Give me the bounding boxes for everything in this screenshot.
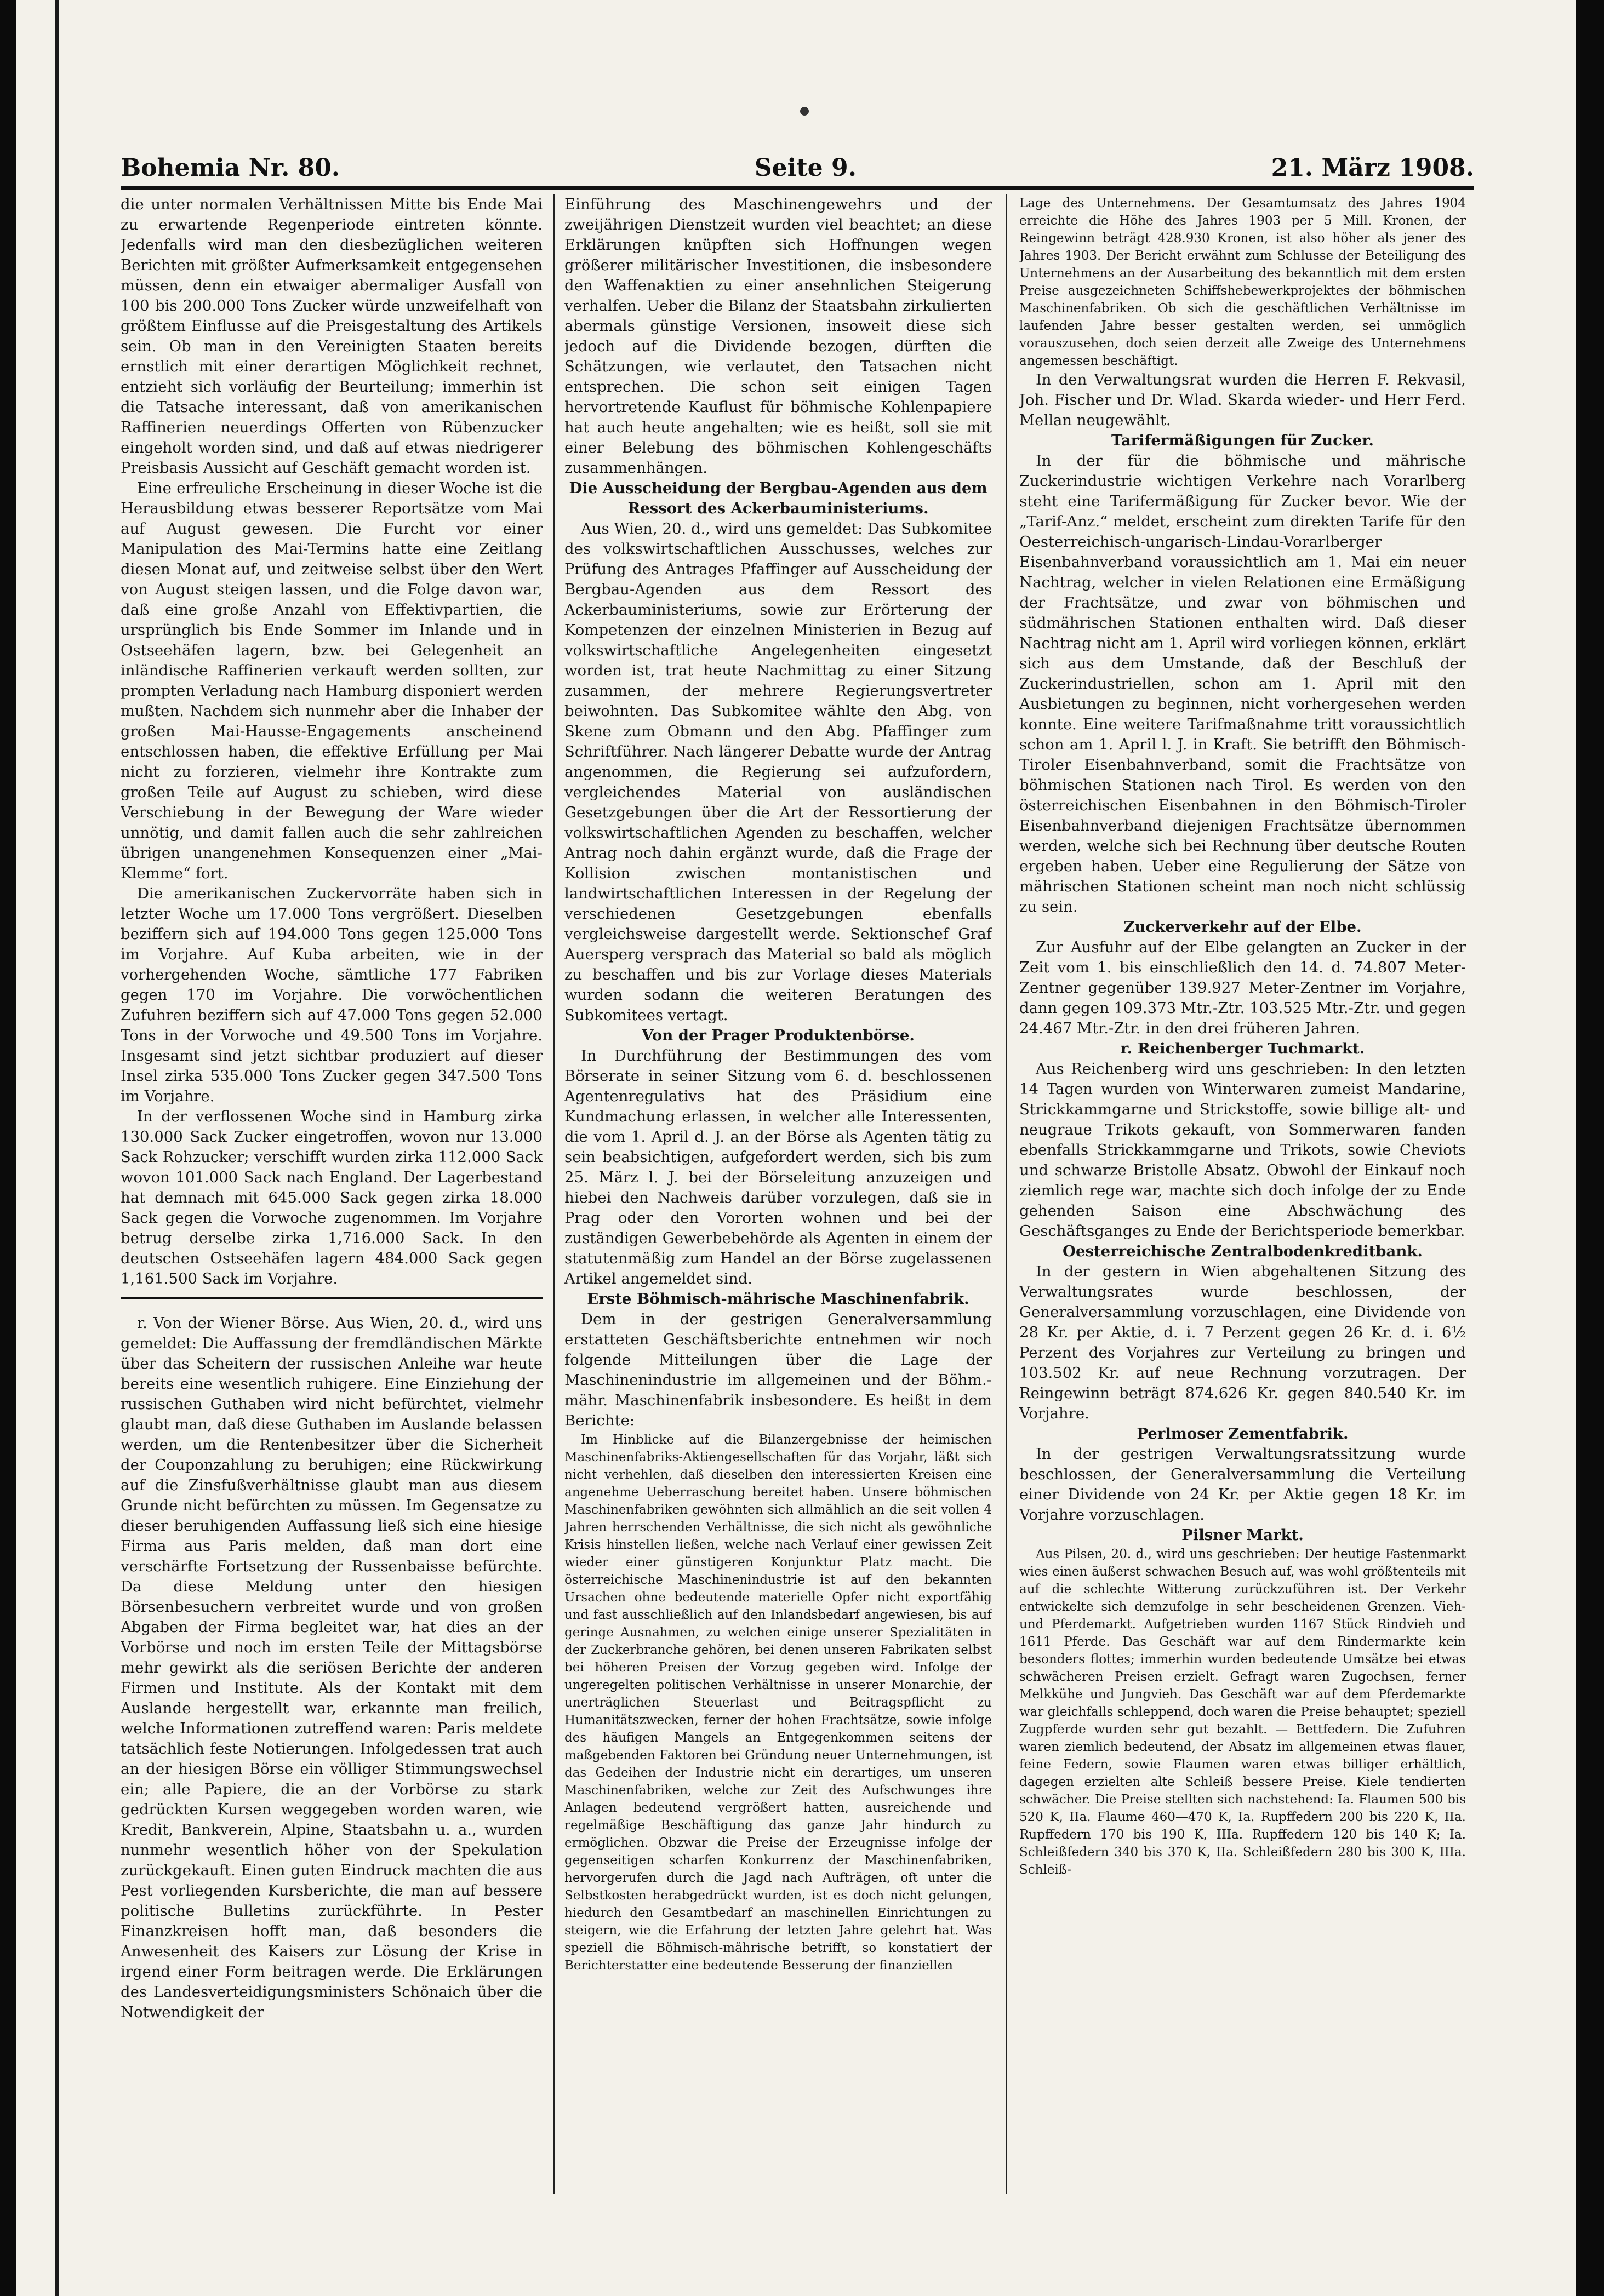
article-text: r. Von der Wiener Börse. Aus Wien, 20. d., wird uns gemeldet: Die Auffassung der fremdländischen Märkte über das Scheitern der russischen Anleihe war heute bereits eine wesentlich ruhigere. Eine Einziehung der russischen Guthaben wird nicht befürchtet, vielmehr glaubt man, daß diese Guthaben im Auslande belassen werden, um die Rentenbesitzer über die Sicherheit der Couponzahlung zu beruhigen; eine Rückwirkung auf die Zinsfußverhältnisse glaubt man aus diesem Grunde nicht befürchten zu müssen. Im Gegensatze zu dieser beruhigenden Auffassung ließ sich eine hiesige Firma aus Paris melden, daß man dort eine verschärfte Fortsetzung der Russenbaisse befürchte. Da diese Meldung unter den hiesigen Börsenbesuchern verbreitet wurde und von großen Abgaben der Firma begleitet war, hat dies an der Vorbörse und noch im ersten Teile der Mittagsbörse mehr gewirkt als die seriösen Berichte der anderen Firmen und Institute. Als der Kontakt mit dem Auslande hergestellt war, erkannte man freilich, welche Informationen zutreffend waren: Paris meldete tatsächlich feste Notierungen. Infolgedessen trat auch an der hiesigen Börse ein völliger Stimmungswechsel ein; alle Papiere, die an der Vorbörse zu stark gedrückten Kursen weggegeben worden waren, wie Kredit, Bankverein, Alpine, Staatsbahn u. a., wurden nunmehr wesentlich höher von der Spekulation zurückgekauft. Einen guten Eindruck machten die aus Pest vorliegenden Kursberichte, die man auf bessere politische Bulletins zurückführte. In Pester Finanzkreisen hofft man, daß besonders die Anwesenheit des Kaisers zur Lösung der Krise in irgend einer Form beitragen werde. Die Erklärungen des Landesverteidigungsministers Schönaich über die Notwendigkeit der xyxy=(121,1314,543,2021)
article-text: In der gestern in Wien abgehaltenen Sitzung des Verwaltungsrates wurde beschlossen, der Generalversammlung vorzuschlagen, eine Dividende von 28 Kr. per Aktie, d. i. 7 Perzent gegen 26 Kr. d. i. 6½ Perzent des Vorjahres zur Verteilung zu bringen und 103.502 Kr. auf neue Rechnung vorzutragen. Der Reingewinn beträgt 874.626 Kr. gegen 840.540 Kr. im Vorjahre. xyxy=(1019,1263,1466,1422)
header-masthead: Bohemia Nr. 80. xyxy=(121,154,340,182)
article-quote: Im Hinblicke auf die Bilanzergebnisse der heimischen Maschinenfabriks-Aktiengesellschaften für das Vorjahr, läßt sich nicht verhehlen, daß dieselben den interessierten Kreisen eine angenehme Ueberraschung bereitet haben. Unsere böhmischen Maschinenfabriken gewöhnten sich allmählich an die seit vollen 4 Jahren herrschenden Verhältnisse, die sich nicht als gewöhnliche Krisis hinstellen ließen, welche nach Verlauf einer gewissen Zeit wieder einer günstigeren Konjunktur Platz macht. Die österreichische Maschinenindustrie ist auf den bekannten Ursachen ohne bedeutende materielle Opfer nicht exportfähig und fast ausschließlich auf den Inlandsbedarf angewiesen, bis auf geringe Ausnahmen, zu welchen einige unserer Spezialitäten in der Zuckerbranche gehören, bei denen unseren Fabrikaten selbst bei höheren Preisen der Vorzug gegeben wird. Infolge der ungeregelten politischen Verhältnisse in unserer Monarchie, der unerträglichen Steuerlast und Beitragspflicht zu Humanitätszwecken, ferner der hohen Frachtsätze, sowie infolge des häufigen Mangels an Entgegenkommen seitens der maßgebenden Faktoren bei Gründung neuer Unternehmungen, ist das Gedeihen der Industrie nicht ein derartiges, um unseren Maschinenfabriken, welche zur Zeit des Aufschwunges ihre Anlagen bedeutend vergrößert hatten, ausreichende und regelmäßige Beschäftigung das ganze Jahr hindurch zu ermöglichen. Obzwar die Preise der Erzeugnisse infolge der gegenseitigen scharfen Konkurrenz der Maschinenfabriken, hervorgerufen durch die Jagd nach Aufträgen, oft unter die Selbstkosten herabgedrückt wurden, ist es doch nicht gelungen, hiedurch den Gesamtbedarf an maschinellen Einrichtungen zu steigern, wie die Erfahrung der letzten Jahre gelehrt hat. Was speziell die Böhmisch-mährische betrifft, so konstatiert der Berichterstatter eine bedeutende Besserung der finanziellen xyxy=(564,1433,992,1973)
article-heading: Erste Böhmisch-mährische Maschinenfabrik. xyxy=(587,1290,969,1308)
article-heading: Pilsner Markt. xyxy=(1181,1526,1304,1544)
article-text: Aus Wien, 20. d., wird uns gemeldet: Das Subkomitee des volkswirtschaftlichen Ausschusses, welches zur Prüfung des Antrages Pfaffinger auf Ausscheidung der Bergbau-Agenden aus dem Ressort des Ackerbauministeriums, sowie zur Erörterung der Kompetenzen der einzelnen Ministerien in Bezug auf volkswirtschaftliche Angelegenheiten eingesetzt worden ist, trat heute Nachmittag zu einer Sitzung zusammen, der mehrere Regierungsvertreter beiwohnten. Das Subkomitee wählte den Abg. von Skene zum Obmann und den Abg. Pfaffinger zum Schriftführer. Nach längerer Debatte wurde der Antrag angenommen, die Regierung sei aufzufordern, vergleichendes Material von ausländischen Gesetzgebungen über die Art der Ressortierung der volkswirtschaftlichen Agenden zu beschaffen, welcher Antrag noch dahin ergänzt wurde, daß die Frage der Kollision zwischen montanistischen und landwirtschaftlichen Interessen in der Regelung der verschiedenen Gesetzgebungen ebenfalls vergleichsweise dargestellt werde. Sektionschef Graf Auersperg versprach das Material so bald als möglich zu beschaffen und bis zur Vorlage dieses Materials wurden sodann die weiteren Beratungen des Subkomitees vertagt. xyxy=(564,520,992,1024)
punch-hole xyxy=(800,107,809,116)
article-text: In der verflossenen Woche sind in Hamburg zirka 130.000 Sack Zucker eingetroffen, wovon nur 13.000 Sack Rohzucker; verschifft wurden zirka 112.000 Sack wovon 101.000 Sack nach England. Der Lagerbestand hat demnach mit 645.000 Sack gegen zirka 18.000 Sack gegen die Vorwoche zugenommen. Im Vorjahre betrug derselbe zirka 1,716.000 Sack. In den deutschen Ostseehäfen lagern 484.000 Sack gegen 1,161.500 Sack im Vorjahre. xyxy=(121,1108,543,1287)
article-text: Die amerikanischen Zuckervorräte haben sich in letzter Woche um 17.000 Tons vergrößert. Dieselben beziffern sich auf 194.000 Tons gegen 125.000 Tons im Vorjahre. Auf Kuba arbeiten, wie in der vorhergehenden Woche, sämtliche 177 Fabriken gegen 170 im Vorjahre. Die vorwöchentlichen Zufuhren beziffern sich auf 47.000 Tons gegen 52.000 Tons in der Vorwoche und 49.500 Tons im Vorjahre. Insgesamt sind jetzt sichtbar produziert auf dieser Insel zirka 535.000 Tons Zucker gegen 347.500 Tons im Vorjahre. xyxy=(121,885,543,1105)
article-heading: r. Reichenberger Tuchmarkt. xyxy=(1120,1040,1365,1057)
article-heading: Die Ausscheidung der Bergbau-Agenden aus dem Ressort des Ackerbauministeriums. xyxy=(569,479,987,517)
header-page-number: Seite 9. xyxy=(754,154,857,182)
article-heading: Von der Prager Produktenbörse. xyxy=(642,1027,915,1044)
article-heading: Tarifermäßigungen für Zucker. xyxy=(1111,432,1374,449)
binding-edge xyxy=(55,0,59,2296)
article-text: Eine erfreuliche Erscheinung in dieser Woche ist die Herausbildung etwas besserer Reportsätze vom Mai auf August gewesen. Die Furcht vor einer Manipulation des Mai-Termins hatte eine Zeitlang diesen Monat auf, und zeitweise selbst über den Wert von August steigen lassen, und die Folge davon war, daß eine große Anzahl von Effektivpartien, die ursprünglich bis Ende Sommer im Inlande und in Ostseehäfen lagern, bzw. bei Gelegenheit an inländische Raffinerien verkauft werden sollten, zur prompten Verladung nach Hamburg disponiert werden mußten. Nachdem sich nunmehr aber die Inhaber der großen Mai-Hausse-Engagements anscheinend entschlossen haben, die effektive Erfüllung per Mai nicht zu forzieren, vielmehr ihre Kontrakte zum großen Teile auf August zu schieben, wird diese Verschiebung in der Bewegung der Ware wieder unnötig, und damit fallen auch die sehr zahlreichen übrigen unangenehmen Konsequenzen einer „Mai-Klemme“ fort. xyxy=(121,479,543,882)
article-text: In Durchführung der Bestimmungen des vom Börserate in seiner Sitzung vom 6. d. beschlossenen Agentenregulativs hat des Präsidium eine Kundmachung erlassen, in welcher alle Interessenten, die vom 1. April d. J. an der Börse als Agenten tätig zu sein beabsichtigen, aufgefordert werden, sich bis zum 25. März l. J. bei der Börseleitung anzuzeigen und hiebei den Nachweis darüber vorzulegen, daß sie in Prag oder den Vororten wohnen und bei der zuständigen Gewerbebehörde als Agenten in einem der statutenmäßig zum Handel an der Börse zugelassenen Artikel angemeldet sind. xyxy=(564,1047,992,1287)
article-heading: Perlmoser Zementfabrik. xyxy=(1137,1425,1349,1442)
article-text: Dem in der gestrigen Generalversammlung erstatteten Geschäftsberichte entnehmen wir noch folgende Mitteilungen über die Lage der Maschinenindustrie im allgemeinen und der Böhm.-mähr. Maschinenfabrik insbesondere. Es heißt in dem Berichte: xyxy=(564,1310,992,1429)
article-text: Einführung des Maschinengewehrs und der zweijährigen Dienstzeit wurden viel beachtet; an diese Erklärungen knüpften sich Hoffnungen wegen größerer militärischer Investitionen, die insbesondere den Waffenaktien zu einer ansehnlichen Steigerung verhalfen. Ueber die Bilanz der Staatsbahn zirkulierten abermals günstige Versionen, insoweit diese sich jedoch auf die Dividende bezogen, dürften die Schätzungen, wie verlautet, den Tatsachen nicht entsprechen. Die schon seit einigen Tagen hervortretende Kauflust für böhmische Kohlenpapiere hat auch heute angehalten; wie es heißt, soll sie mit einer Belebung des böhmischen Kohlengeschäfts zusammenhängen. xyxy=(564,196,992,477)
newspaper-page xyxy=(16,0,1576,2296)
article-quote: Lage des Unternehmens. Der Gesamtumsatz des Jahres 1904 erreichte die Höhe des Jahres 1903 per 5 Mill. Kronen, der Reingewinn beträgt 428.930 Kronen, ist also höher als jener des Jahres 1903. Der Bericht erwähnt zum Schlusse der Beteiligung des Unternehmens an der Ausarbeitung des bekanntlich mit dem ersten Preise ausgezeichneten Schiffshebewerkprojektes der böhmischen Maschinenfabriken. Ob sich die geschäftlichen Verhältnisse im laufenden Jahre besser gestalten werden, sei unmöglich vorauszusehen, doch seien derzeit alle Zweige des Unternehmens angemessen beschäftigt. xyxy=(1019,196,1466,368)
column-2 xyxy=(564,194,992,2276)
column-rule-2 xyxy=(1006,194,1007,2194)
article-text: Aus Reichenberg wird uns geschrieben: In den letzten 14 Tagen wurden von Winterwaren zumeist Mandarine, Strickkammgarne und Strickstoffe, sowie billige alt- und neugraue Trikots gekauft, von Sommerwaren fanden ebenfalls Strickkammgarne und Trikots, sowie Cheviots und schwarze Bristolle Absatz. Obwohl der Einkauf noch ziemlich rege war, machte sich doch infolge der zu Ende gehenden Saison eine Abschwächung des Geschäftsganges zu Ende der Berichtsperiode bemerkbar. xyxy=(1019,1060,1466,1240)
article-text: Aus Pilsen, 20. d., wird uns geschrieben: Der heutige Fastenmarkt wies einen äußerst schwachen Besuch auf, was wohl größtenteils mit auf die schlechte Witterung zurückzuführen ist. Der Verkehr entwickelte sich demzufolge in sehr bescheidenen Grenzen. Vieh- und Pferdemarkt. Aufgetrieben wurden 1167 Stück Rindvieh und 1611 Pferde. Das Geschäft war auf dem Rindermarkte kein besonders flottes; immerhin wurden bedeutende Umsätze bei etwas schwächeren Preisen erzielt. Gefragt waren Zugochsen, ferner Melkkühe und Jungvieh. Das Geschäft war auf dem Pferdemarkte war gleichfalls schleppend, doch waren die Preise behauptet; speziell Zugpferde wurden sehr gut bezahlt. — Bettfedern. Die Zufuhren waren ziemlich bedeutend, der Absatz im allgemeinen etwas flauer, feine Federn, sowie Flaumen waren etwas billiger erhältlich, dagegen erzielten alte Schleiß bessere Preise. Kiele tendierten schwächer. Die Preise stellten sich nachstehend: Ia. Flaumen 500 bis 520 K, IIa. Flaume 460—470 K, Ia. Rupffedern 200 bis 220 K, IIa. Rupffedern 170 bis 190 K, IIIa. Rupffedern 120 bis 140 K; Ia. Schleißfedern 340 bis 370 K, IIa. Schleißfedern 280 bis 300 K, IIIa. Schleiß- xyxy=(1019,1547,1466,1877)
article-text: Zur Ausfuhr auf der Elbe gelangten an Zucker in der Zeit vom 1. bis einschließlich den 14. d. 74.807 Meter-Zentner gegenüber 139.927 Meter-Zentner im Vorjahre, dann gegen 109.373 Mtr.-Ztr. 103.525 Mtr.-Ztr. und gegen 24.467 Mtr.-Ztr. in den drei früheren Jahren. xyxy=(1019,938,1466,1037)
column-rule-1 xyxy=(553,194,555,2194)
header-rule xyxy=(121,186,1474,190)
article-text: In den Verwaltungsrat wurden die Herren F. Rekvasil, Joh. Fischer und Dr. Wlad. Skarda wieder- und Herr Ferd. Mellan neugewählt. xyxy=(1019,371,1466,429)
page-header xyxy=(121,144,1474,182)
article-text: die unter normalen Verhältnissen Mitte bis Ende Mai zu erwartende Regenperiode eintreten könnte. Jedenfalls wird man den diesbezüglichen weiteren Berichten mit größter Aufmerksamkeit entgegensehen müssen, denn ein etwaiger abermaliger Ausfall von 100 bis 200.000 Tons Zucker würde unzweifelhaft von größtem Einflusse auf die Preisgestaltung des Artikels sein. Ob man in den Vereinigten Staaten bereits ernstlich mit einer derartigen Möglichkeit rechnet, entzieht sich vorläufig der Beurteilung; immerhin ist die Tatsache interessant, daß von amerikanischen Raffinerien neuerdings Offerten von Rübenzucker eingeholt worden sind, und daß auf etwas niedrigerer Preisbasis Aussicht auf Geschäft gemacht worden ist. xyxy=(121,196,543,477)
article-heading: Zuckerverkehr auf der Elbe. xyxy=(1123,918,1362,936)
article-text: In der für die böhmische und mährische Zuckerindustrie wichtigen Verkehre nach Vorarlberg steht eine Tarifermäßigung für Zucker bevor. Wie der „Tarif-Anz.“ meldet, erscheint zum direkten Tarife für den Oesterreichisch-ungarisch-Lindau-Vorarlberger Eisenbahnverband voraussichtlich am 1. Mai ein neuer Nachtrag, welcher in vielen Relationen eine Ermäßigung der Frachtsätze, und zwar von böhmischen und südmährischen Stationen enthalten wird. Daß dieser Nachtrag nicht am 1. April wird vorliegen können, erklärt sich aus dem Umstande, daß der Beschluß der Zuckerindustriellen, schon am 1. April mit den Ausbietungen zu beginnen, nicht vorhergesehen werden konnte. Eine weitere Tarifmaßnahme tritt voraussichtlich schon am 1. April l. J. in Kraft. Sie betrifft den Böhmisch-Tiroler Eisenbahnverband, somit die Frachtsätze von böhmischen Stationen nach Tirol. Es werden von den österreichischen Eisenbahnen in den Böhmisch-Tiroler Eisenbahnverband diejenigen Frachtsätze übernommen werden, welche sich bei Rechnung über deutsche Routen ergeben haben. Ueber eine Regulierung der Sätze von mährischen Stationen scheint man noch nicht schlüssig zu sein. xyxy=(1019,452,1466,915)
column-3 xyxy=(1019,194,1466,2276)
column-1 xyxy=(121,194,543,2276)
section-divider xyxy=(121,1297,543,1299)
article-text: In der gestrigen Verwaltungsratssitzung wurde beschlossen, der Generalversammlung die Verteilung einer Dividende von 24 Kr. per Aktie gegen 18 Kr. im Vorjahre vorzuschlagen. xyxy=(1019,1445,1466,1524)
article-heading: Oesterreichische Zentralbodenkreditbank. xyxy=(1063,1243,1423,1260)
header-date: 21. März 1908. xyxy=(1271,154,1474,182)
